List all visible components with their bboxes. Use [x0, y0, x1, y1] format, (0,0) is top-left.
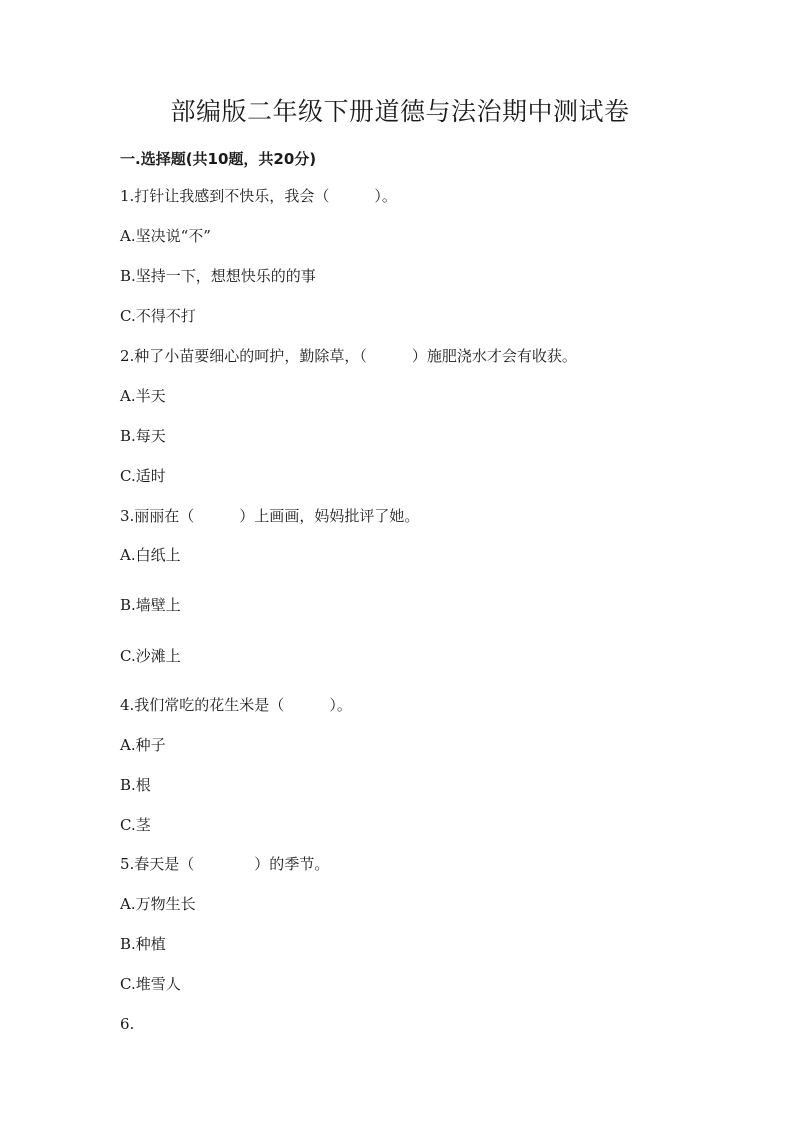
option-b: B.墙壁上 — [120, 596, 181, 614]
option-a: A.半天 — [120, 387, 166, 405]
section-heading: 一.选择题(共10题，共20分) — [120, 150, 317, 168]
option-b: B.种植 — [120, 935, 166, 953]
option-a: A.白纸上 — [120, 546, 181, 564]
option-a: A.万物生长 — [120, 895, 196, 913]
option-b: B.坚持一下，想想快乐的的事 — [120, 267, 316, 285]
question-stem: 5.春天是（ ）的季节。 — [120, 855, 330, 873]
page-title: 部编版二年级下册道德与法治期中测试卷 — [170, 97, 630, 126]
question-stem: 3.丽丽在（ ）上画画，妈妈批评了她。 — [120, 507, 420, 525]
question-stem: 6. — [120, 1015, 135, 1033]
option-b: B.每天 — [120, 427, 166, 445]
question-stem: 4.我们常吃的花生米是（ ）。 — [120, 696, 352, 714]
option-a: A.种子 — [120, 736, 166, 754]
option-c: C.不得不打 — [120, 307, 196, 325]
option-c: C.适时 — [120, 467, 166, 485]
option-c: C.茎 — [120, 816, 151, 834]
option-b: B.根 — [120, 776, 151, 794]
question-stem: 2.种了小苗要细心的呵护，勤除草，（ ）施肥浇水才会有收获。 — [120, 347, 577, 365]
option-c: C.沙滩上 — [120, 647, 181, 665]
option-a: A.坚决说“不” — [120, 227, 211, 245]
question-stem: 1.打针让我感到不快乐，我会（ ）。 — [120, 187, 397, 205]
option-c: C.堆雪人 — [120, 975, 181, 993]
